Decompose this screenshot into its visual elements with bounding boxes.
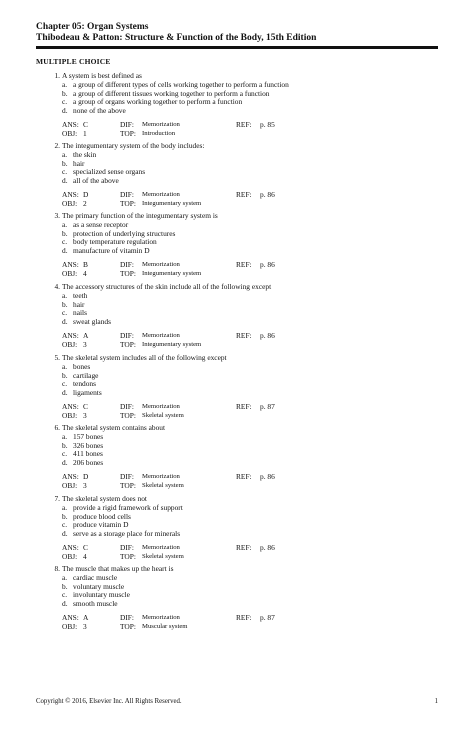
question-item: [36, 424, 446, 491]
dif-label: DIF:: [120, 613, 134, 623]
ref-label: REF:: [236, 543, 252, 553]
obj-label: OBJ:: [62, 621, 78, 631]
answer-meta-row: [36, 191, 446, 200]
option-text: 206 bones: [73, 457, 104, 467]
dif-value: Memorization: [142, 473, 180, 481]
ans-value: D: [83, 472, 89, 482]
question-text: The skeletal system contains about: [62, 423, 166, 432]
top-value: Muscular system: [142, 622, 188, 630]
question-text: The muscle that makes up the heart is: [62, 564, 174, 573]
option-letter: c.: [62, 379, 68, 389]
obj-value: 2: [83, 198, 87, 208]
obj-label: OBJ:: [62, 339, 78, 349]
option-text: 326 bones: [73, 440, 104, 450]
question-text: The skeletal system includes all of the following except: [62, 353, 227, 362]
ref-value: p. 86: [260, 472, 275, 482]
obj-label: OBJ:: [62, 480, 78, 490]
ans-label: ANS:: [62, 613, 79, 623]
option-text: sweat glands: [73, 316, 111, 326]
ref-label: REF:: [236, 120, 252, 130]
obj-value: 3: [83, 410, 87, 420]
option-letter: b.: [62, 158, 68, 168]
question-item: [36, 495, 446, 562]
obj-value: 3: [83, 621, 87, 631]
ref-value: p. 86: [260, 331, 275, 341]
option-letter: a.: [62, 432, 68, 441]
ans-value: C: [83, 402, 88, 412]
question-number: 1.: [54, 71, 60, 80]
ans-label: ANS:: [62, 472, 79, 482]
obj-label: OBJ:: [62, 128, 78, 138]
ref-value: p. 85: [260, 120, 275, 130]
question-item: [36, 142, 446, 209]
dif-label: DIF:: [120, 472, 134, 482]
top-value: Skeletal system: [142, 552, 184, 560]
ans-value: C: [83, 120, 88, 130]
option-text: as a sense receptor: [73, 220, 129, 229]
question-item: [36, 354, 446, 421]
answer-option: [36, 107, 446, 116]
option-text: a group of different types of cells working together to perform a function: [73, 80, 289, 89]
question-stem: [36, 283, 446, 292]
answer-option: [36, 459, 446, 468]
option-text: hair: [73, 299, 85, 309]
question-number: 3.: [54, 211, 60, 220]
ref-label: REF:: [236, 613, 252, 623]
ans-label: ANS:: [62, 190, 79, 200]
obj-label: OBJ:: [62, 410, 78, 420]
option-letter: a.: [62, 291, 68, 300]
objective-meta-row: [36, 412, 446, 421]
obj-value: 4: [83, 268, 87, 278]
option-letter: a.: [62, 362, 68, 371]
ans-value: A: [83, 613, 89, 623]
top-label: TOP:: [120, 410, 136, 420]
option-letter: d.: [62, 105, 68, 115]
option-letter: d.: [62, 457, 68, 467]
question-item: [36, 72, 446, 139]
option-letter: d.: [62, 387, 68, 397]
answer-option: [36, 389, 446, 398]
ans-label: ANS:: [62, 543, 79, 553]
option-text: ligaments: [73, 387, 102, 397]
ans-value: D: [83, 190, 89, 200]
option-text: produce vitamin D: [73, 520, 129, 530]
dif-value: Memorization: [142, 121, 180, 129]
option-letter: b.: [62, 370, 68, 380]
ans-label: ANS:: [62, 260, 79, 270]
answer-option: [36, 318, 446, 327]
ans-label: ANS:: [62, 331, 79, 341]
option-letter: b.: [62, 511, 68, 521]
obj-value: 4: [83, 551, 87, 561]
option-text: the skin: [73, 150, 97, 159]
obj-value: 1: [83, 128, 87, 138]
answer-option: [36, 530, 446, 539]
top-value: Integumentary system: [142, 269, 202, 277]
top-label: TOP:: [120, 480, 136, 490]
dif-label: DIF:: [120, 543, 134, 553]
question-stem: [36, 354, 446, 363]
top-label: TOP:: [120, 268, 136, 278]
option-text: bones: [73, 362, 91, 371]
obj-label: OBJ:: [62, 198, 78, 208]
answer-option: [36, 600, 446, 609]
top-value: Skeletal system: [142, 411, 184, 419]
option-text: none of the above: [73, 105, 126, 115]
ans-label: ANS:: [62, 120, 79, 130]
option-text: produce blood cells: [73, 511, 131, 521]
dif-label: DIF:: [120, 402, 134, 412]
obj-value: 3: [83, 339, 87, 349]
option-letter: c.: [62, 520, 68, 530]
ans-value: A: [83, 331, 89, 341]
ref-value: p. 87: [260, 402, 275, 412]
option-text: specialized sense organs: [73, 167, 146, 177]
objective-meta-row: [36, 130, 446, 139]
option-letter: d.: [62, 528, 68, 538]
answer-option: [36, 372, 446, 381]
objective-meta-row: [36, 341, 446, 350]
option-letter: c.: [62, 590, 68, 600]
top-value: Introduction: [142, 129, 176, 137]
option-text: involuntary muscle: [73, 590, 130, 600]
answer-meta-row: [36, 544, 446, 553]
answer-meta-row: [36, 403, 446, 412]
dif-label: DIF:: [120, 260, 134, 270]
top-label: TOP:: [120, 551, 136, 561]
option-text: hair: [73, 158, 85, 168]
chapter-title: Chapter 05: Organ Systems: [36, 22, 149, 32]
answer-meta-row: [36, 473, 446, 482]
dif-value: Memorization: [142, 261, 180, 269]
question-item: [36, 283, 446, 350]
option-letter: c.: [62, 167, 68, 177]
option-text: serve as a storage place for minerals: [73, 528, 181, 538]
ref-label: REF:: [236, 260, 252, 270]
obj-label: OBJ:: [62, 268, 78, 278]
option-letter: c.: [62, 449, 68, 459]
answer-option: [36, 177, 446, 186]
obj-label: OBJ:: [62, 551, 78, 561]
dif-label: DIF:: [120, 331, 134, 341]
option-letter: b.: [62, 88, 68, 98]
ans-label: ANS:: [62, 402, 79, 412]
dif-value: Memorization: [142, 544, 180, 552]
ans-value: B: [83, 260, 88, 270]
option-text: provide a rigid framework of support: [73, 503, 183, 512]
option-letter: b.: [62, 299, 68, 309]
option-text: 411 bones: [73, 449, 103, 459]
answer-meta-row: [36, 261, 446, 270]
dif-value: Memorization: [142, 191, 180, 199]
option-text: manufacture of vitamin D: [73, 245, 150, 255]
option-letter: d.: [62, 316, 68, 326]
answer-option: [36, 151, 446, 160]
option-text: smooth muscle: [73, 598, 118, 608]
question-item: [36, 565, 446, 632]
option-letter: c.: [62, 237, 68, 247]
book-subtitle: Thibodeau & Patton: Structure & Function of the Body, 15th Edition: [36, 33, 317, 43]
answer-meta-row: [36, 121, 446, 130]
dif-value: Memorization: [142, 614, 180, 622]
objective-meta-row: [36, 553, 446, 562]
option-letter: b.: [62, 440, 68, 450]
option-text: all of the above: [73, 175, 119, 185]
objective-meta-row: [36, 623, 446, 632]
question-number: 4.: [54, 282, 60, 291]
answer-option: [36, 292, 446, 301]
answer-option: [36, 301, 446, 310]
answer-meta-row: [36, 614, 446, 623]
copyright-text: Copyright © 2016, Elsevier Inc. All Rights Reserved.: [36, 698, 182, 705]
option-letter: d.: [62, 175, 68, 185]
top-label: TOP:: [120, 621, 136, 631]
option-letter: b.: [62, 581, 68, 591]
dif-label: DIF:: [120, 120, 134, 130]
objective-meta-row: [36, 270, 446, 279]
question-number: 7.: [54, 494, 60, 503]
option-letter: c.: [62, 308, 68, 318]
page-number: 1: [434, 698, 438, 705]
ans-value: C: [83, 543, 88, 553]
option-letter: a.: [62, 573, 68, 582]
objective-meta-row: [36, 482, 446, 491]
option-text: protection of underlying structures: [73, 228, 176, 238]
dif-value: Memorization: [142, 403, 180, 411]
option-letter: c.: [62, 97, 68, 107]
top-label: TOP:: [120, 198, 136, 208]
ref-label: REF:: [236, 402, 252, 412]
section-heading: MULTIPLE CHOICE: [36, 57, 111, 66]
ref-value: p. 86: [260, 260, 275, 270]
option-text: a group of organs working together to perform a function: [73, 97, 243, 107]
top-value: Integumentary system: [142, 199, 202, 207]
dif-value: Memorization: [142, 332, 180, 340]
question-number: 8.: [54, 564, 60, 573]
option-text: cartilage: [73, 370, 99, 380]
option-letter: a.: [62, 220, 68, 229]
option-letter: d.: [62, 245, 68, 255]
ref-value: p. 87: [260, 613, 275, 623]
option-text: teeth: [73, 291, 88, 300]
question-number: 6.: [54, 423, 60, 432]
question-number: 5.: [54, 353, 60, 362]
option-text: nails: [73, 308, 87, 318]
option-text: voluntary muscle: [73, 581, 125, 591]
obj-value: 3: [83, 480, 87, 490]
question-text: A system is best defined as: [62, 71, 142, 80]
option-letter: a.: [62, 80, 68, 89]
option-text: body temperature regulation: [73, 237, 157, 247]
option-text: tendons: [73, 379, 96, 389]
question-text: The integumentary system of the body includes:: [62, 141, 205, 150]
option-text: cardiac muscle: [73, 573, 118, 582]
top-label: TOP:: [120, 339, 136, 349]
option-letter: d.: [62, 598, 68, 608]
question-stem: [36, 142, 446, 151]
header-divider: [36, 46, 438, 49]
ref-value: p. 86: [260, 190, 275, 200]
option-text: 157 bones: [73, 432, 104, 441]
question-text: The skeletal system does not: [62, 494, 147, 503]
answer-option: [36, 247, 446, 256]
ref-label: REF:: [236, 331, 252, 341]
ref-label: REF:: [236, 190, 252, 200]
question-item: [36, 212, 446, 279]
answer-meta-row: [36, 332, 446, 341]
objective-meta-row: [36, 200, 446, 209]
option-text: a group of different tissues working together to perform a function: [73, 88, 270, 98]
question-text: The accessory structures of the skin include all of the following except: [62, 282, 272, 291]
top-value: Integumentary system: [142, 340, 202, 348]
ref-value: p. 86: [260, 543, 275, 553]
dif-label: DIF:: [120, 190, 134, 200]
option-letter: a.: [62, 503, 68, 512]
top-value: Skeletal system: [142, 481, 184, 489]
ref-label: REF:: [236, 472, 252, 482]
top-label: TOP:: [120, 128, 136, 138]
question-number: 2.: [54, 141, 60, 150]
question-text: The primary function of the integumentary system is: [62, 211, 218, 220]
option-letter: b.: [62, 228, 68, 238]
option-letter: a.: [62, 150, 68, 159]
